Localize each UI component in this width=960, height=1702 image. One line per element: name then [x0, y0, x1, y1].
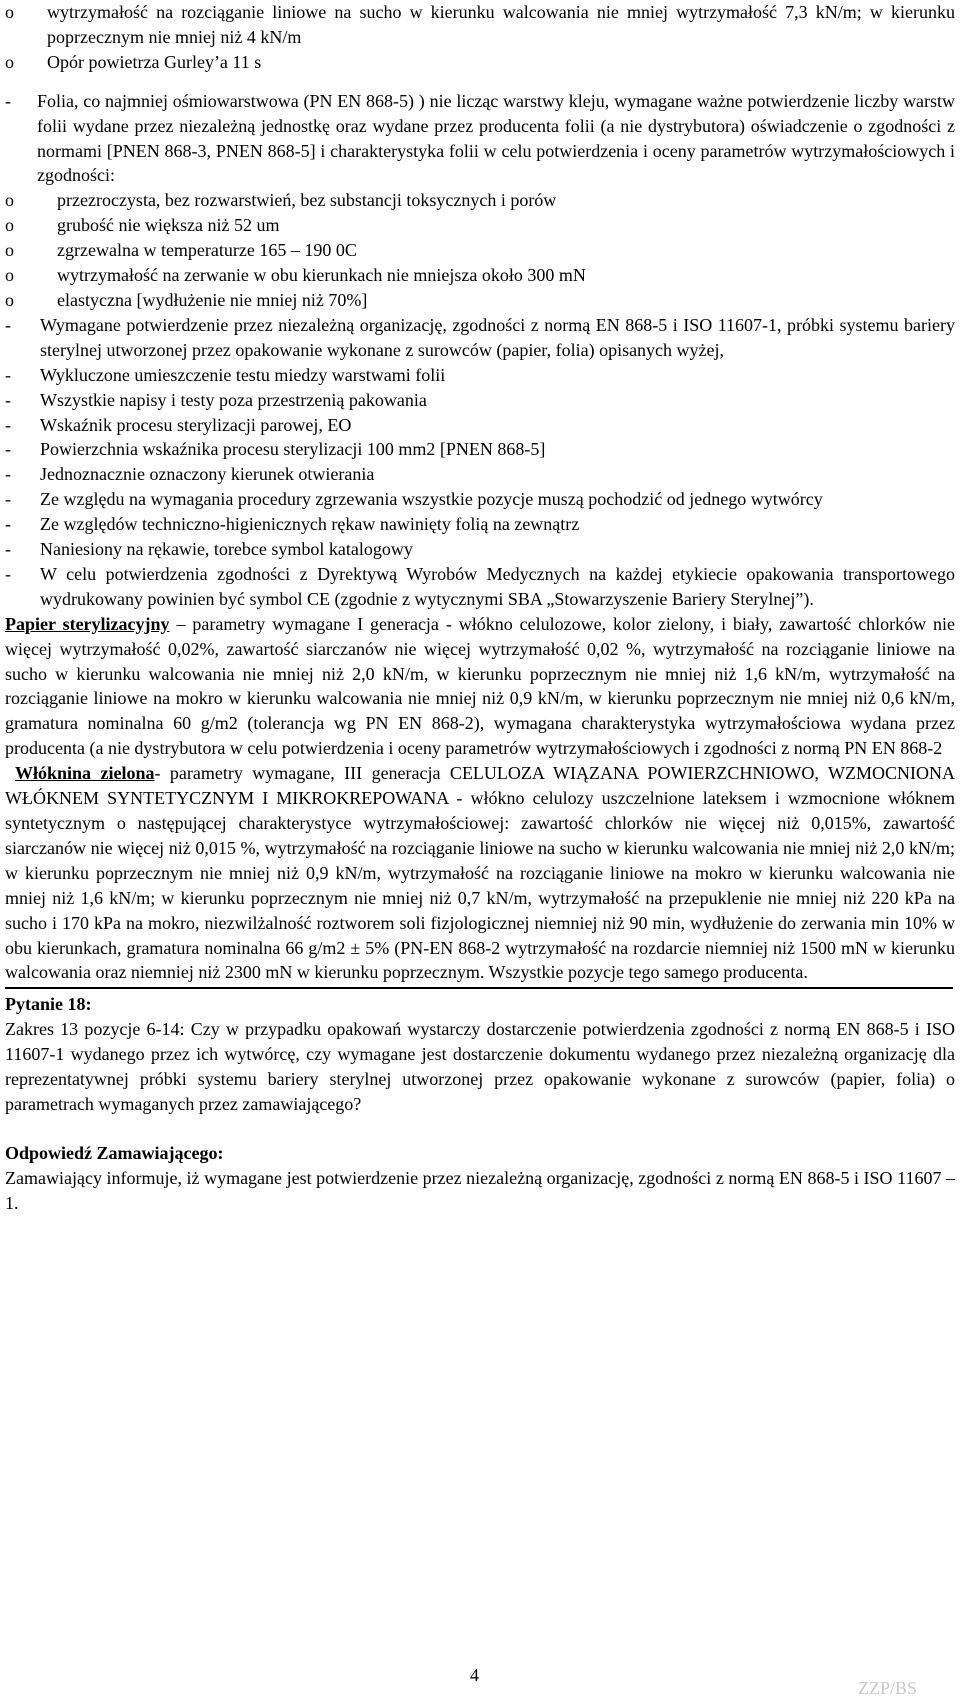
bullet-text: Opór powietrza Gurley’a 11 s	[47, 51, 262, 72]
list-item	[5, 562, 955, 612]
dash-marker: -	[5, 439, 11, 460]
bullet-marker: o	[5, 215, 14, 236]
dash-marker: -	[5, 389, 11, 410]
document-code: ZZP/BS	[858, 1678, 918, 1698]
paper-text: – parametry wymagane I generacja - włókno celulozowe, kolor zielony, i biały, zawartość chlorków nie więcej wytrzymałość 0,02%, zawartość siarczanów nie więcej wytrzymałość 0,02 %, wytrzymałość na rozciąganie liniowe na sucho w kierunku walcowania nie mniej niż 2,0 kN/m, w kierunku poprzecznym nie mniej niż 1,6 kN/m, wytrzymałość na rozciąganie liniowe na mokro w kierunku walcowania nie mniej niż 0,9 kN/m, w kierunku poprzecznym nie mniej niż 0,6 kN/m, gramatura nominalna 60 g/m2 (tolerancja wg PN EN 868-2), wymagana charakterystyka wytrzymałościowa wydana przez producenta (a nie dystrybutora w celu potwierdzenia i oceny parametrów wytrzymałościowych i zgodności z normą PN EN 868-2	[5, 613, 955, 759]
fiber-text: - parametry wymagane, III generacja CELULOZA WIĄZANA POWIERZCHNIOWO, WZMOCNIONA WŁÓKNEM SYNTETYCZNYM I MIKROKREPOWANA - włókno celulozy uszczelnione lateksem i wzmocnione włóknem syntetycznym o następującej charakterystyce wytrzymałościowej: zawartość chlorków nie więcej niż 0,015%, zawartość siarczanów nie więcej niż 0,015 %, wytrzymałość na rozciąganie liniowe na sucho w kierunku walcowania nie mniej niż 2,0 kN/m; w kierunku poprzecznym nie mniej niż 0,9 kN/m, wytrzymałość na rozciąganie liniowe na mokro w kierunku walcowania nie mniej niż 1,6 kN/m; w kierunku poprzecznym nie mniej niż 0,7 kN/m, wytrzymałość na przepuklenie nie mniej niż 220 kPa na sucho i 170 kPa na mokro, niezwilżalność roztworem soli fizjologicznej niemniej niż 90 min, wydłużenie do zerwania min 10% w obu kierunkach, gramatura nominalna 66 g/m2 ± 5% (PN-EN 868-2 wytrzymałość na rozdarcie niemniej niż 1500 mN w kierunku walcowania oraz niemniej niż 2300 mN w kierunku poprzecznym. Wszystkie pozycje tego samego producenta.	[5, 763, 955, 983]
list-item	[5, 263, 955, 288]
list-item	[5, 537, 955, 562]
dash-text: Wykluczone umieszczenie testu miedzy warstwami folii	[40, 364, 446, 385]
list-item	[5, 288, 955, 313]
bullet-marker: o	[5, 51, 14, 72]
question-text: Zakres 13 pozycje 6-14: Czy w przypadku opakowań wystarczy dostarczenie potwierdzenia zgodności z normą EN 868-5 i ISO 11607-1 wydanego przez ich wytwórcę, czy wymagane jest dostarczenie dokumentu wydanego przez niezależną organizację dla reprezentatywnej próbki systemu bariery sterylnej utworzonej przez opakowanie wykonane z surowców (papier, folia) o parametrach wymaganych przez zamawiającego?	[5, 1019, 955, 1114]
list-item	[5, 487, 955, 512]
list-item	[5, 437, 955, 462]
bullet-marker: o	[5, 190, 14, 211]
dash-marker: -	[5, 489, 11, 510]
fiber-paragraph	[5, 761, 955, 985]
spacer	[5, 75, 955, 89]
dash-text: Wskaźnik procesu sterylizacji parowej, EO	[40, 414, 352, 435]
dash-marker: -	[5, 514, 11, 535]
paper-heading: Papier sterylizacyjny	[5, 613, 170, 634]
bullet-text: grubość nie większa niż 52 um	[57, 215, 280, 236]
answer-text: Zamawiający informuje, iż wymagane jest potwierdzenie przez niezależną organizację, zgodności z normą EN 868-5 i ISO 11607 – 1.	[5, 1167, 955, 1213]
list-item	[5, 388, 955, 413]
spacer	[5, 1117, 955, 1141]
list-item	[5, 512, 955, 537]
bullet-text: elastyczna [wydłużenie nie mniej niż 70%]	[57, 289, 368, 310]
bullet-text: przezroczysta, bez rozwarstwień, bez substancji toksycznych i porów	[57, 190, 557, 211]
bullet-text: wytrzymałość na rozciąganie liniowe na sucho w kierunku walcowania nie mniej wytrzymałość 7,3 kN/m; w kierunku poprzecznym nie mniej niż 4 kN/m	[47, 2, 955, 47]
dash-marker: -	[5, 314, 11, 335]
dash-marker: -	[5, 464, 11, 485]
question-title: Pytanie 18:	[5, 994, 92, 1015]
section-divider	[5, 987, 953, 989]
answer-title: Odpowiedź Zamawiającego:	[5, 1142, 224, 1163]
dash-text: W celu potwierdzenia zgodności z Dyrektywą Wyrobów Medycznych na każdej etykiecie opakowania transportowego wydrukowany powinien być symbol CE (zgodnie z wytycznymi SBA „Stowarzyszenie Bariery Sterylnej”).	[40, 563, 955, 609]
list-item	[5, 50, 955, 75]
dash-text: Wszystkie napisy i testy poza przestrzenią pakowania	[40, 389, 427, 410]
fiber-heading: Włóknina zielona	[15, 763, 155, 784]
dash-marker: -	[5, 539, 11, 560]
dash-text: Wymagane potwierdzenie przez niezależną organizację, zgodności z normą EN 868-5 i ISO 11607-1, próbki systemu bariery sterylnej utworzonej przez opakowanie wykonane z surowców (papier, folia) opisanych wyżej,	[40, 314, 955, 360]
dash-text: Jednoznacznie oznaczony kierunek otwierania	[40, 464, 375, 485]
bullet-text: wytrzymałość na zerwanie w obu kierunkach nie mniejsza około 300 mN	[57, 265, 586, 286]
dash-text: Folia, co najmniej ośmiowarstwowa (PN EN 868-5) ) nie licząc warstwy kleju, wymagane ważne potwierdzenie liczby warstw folii wydane przez niezależną jednostkę oraz wydane przez producenta folii (a nie dystrybutora) oświadczenie o zgodności z normami [PNEN 868-3, PNEN 868-5] i charakterystyka folii w celu potwierdzenia i oceny parametrów wytrzymałościowych i zgodności:	[37, 90, 955, 186]
list-item	[5, 89, 955, 189]
dash-text: Naniesiony na rękawie, torebce symbol katalogowy	[40, 539, 413, 560]
bullet-marker: o	[5, 240, 14, 261]
dash-text: Powierzchnia wskaźnika procesu sterylizacji 100 mm2 [PNEN 868-5]	[40, 439, 546, 460]
list-item	[5, 0, 955, 50]
page-number: 4	[470, 1665, 479, 1685]
list-item	[5, 363, 955, 388]
list-item	[5, 313, 955, 363]
paper-paragraph	[5, 612, 955, 761]
list-item	[5, 188, 955, 213]
bullet-marker: o	[5, 265, 14, 286]
dash-marker: -	[5, 90, 11, 111]
dash-text: Ze względów techniczno-higienicznych rękaw nawinięty folią na zewnątrz	[40, 514, 580, 535]
list-item	[5, 462, 955, 487]
dash-marker: -	[5, 414, 11, 435]
dash-text: Ze względu na wymagania procedury zgrzewania wszystkie pozycje muszą pochodzić od jednego wytwórcy	[40, 489, 823, 510]
list-item	[5, 213, 955, 238]
document-body	[5, 0, 955, 1216]
bullet-text: zgrzewalna w temperaturze 165 – 190 0C	[57, 240, 357, 261]
dash-marker: -	[5, 563, 11, 584]
bullet-marker: o	[5, 2, 14, 22]
bullet-marker: o	[5, 289, 14, 310]
list-item	[5, 413, 955, 438]
dash-marker: -	[5, 364, 11, 385]
list-item	[5, 238, 955, 263]
